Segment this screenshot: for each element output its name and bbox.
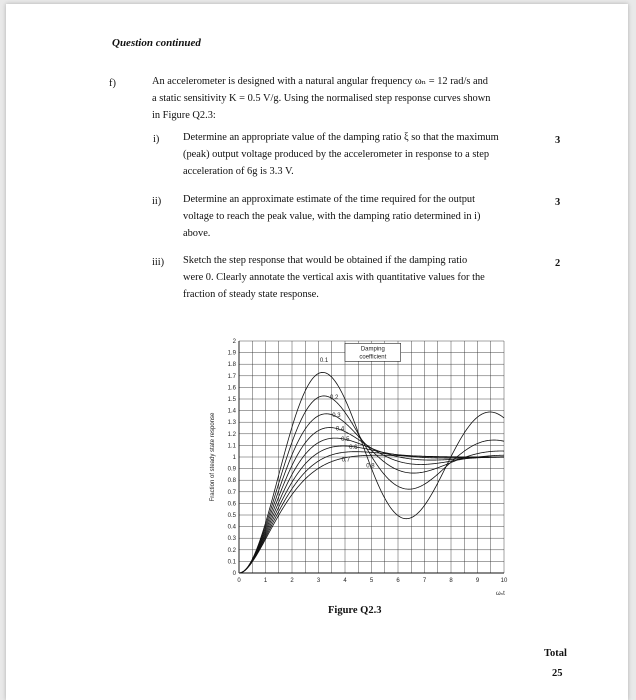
text-line: Determine an approximate estimate of the time required for the output (183, 194, 475, 205)
x-tick-label: 8 (449, 578, 453, 584)
series-label-0.5: 0.5 (341, 437, 350, 444)
total-value: 25 (552, 668, 563, 679)
x-tick-label: 0 (237, 578, 241, 584)
text-line: An accelerometer is designed with a natural angular frequency ωₙ = 12 rad/s and (152, 76, 489, 87)
step-response-chart (202, 331, 524, 599)
text-line: voltage to reach the peak value, with the damping ratio determined in i) (183, 211, 481, 222)
y-tick-label: 0.5 (227, 513, 236, 519)
subpart-i-text (183, 129, 499, 180)
text-line: in Figure Q2.3: (152, 110, 216, 121)
text-line: Sketch the step response that would be obtained if the damping ratio (183, 255, 468, 266)
subpart-ii-marks: 3 (555, 197, 561, 208)
legend-title-line1: Damping (360, 346, 385, 353)
y-tick-label: 1.5 (227, 397, 236, 403)
x-tick-label: 1 (263, 578, 268, 584)
y-tick-label: 1.3 (227, 420, 236, 427)
y-tick-label: 0.1 (227, 559, 236, 566)
y-tick-label: 0.7 (227, 489, 236, 496)
figure-caption: Figure Q2.3 (328, 605, 382, 616)
y-tick-labels (228, 339, 237, 577)
x-tick-label: 7 (422, 578, 427, 584)
series-label-0.3: 0.3 (332, 412, 341, 419)
y-tick-label: 0.4 (227, 524, 236, 531)
subpart-i-label: i) (153, 134, 160, 145)
exam-page (6, 4, 628, 700)
subpart-iii-text (183, 252, 485, 303)
total-label: Total (544, 648, 567, 659)
x-tick-label: 3 (316, 578, 321, 584)
y-tick-label: 1.7 (227, 373, 236, 380)
text-line: Determine an appropriate value of the damping ratio ξ so that the maximum (183, 132, 499, 143)
text-line: acceleration of 6g is 3.3 V. (183, 166, 294, 177)
series-label-0.1: 0.1 (319, 357, 329, 364)
y-tick-label: 0 (232, 571, 236, 577)
legend-title-line2: coefficient (359, 354, 387, 361)
x-tick-label: 9 (475, 578, 480, 584)
y-tick-label: 0.3 (227, 536, 236, 543)
x-tick-label: 6 (396, 578, 400, 584)
y-tick-label: 1.2 (227, 431, 236, 438)
subpart-ii-label: ii) (152, 196, 162, 207)
text-line: a static sensitivity K = 0.5 V/g. Using the normalised step response curves shown (152, 93, 491, 104)
subpart-iii-marks: 2 (555, 258, 561, 269)
y-tick-label: 1.6 (227, 385, 236, 392)
text-line: (peak) output voltage produced by the accelerometer in response to a step (183, 149, 490, 160)
y-tick-label: 1.4 (227, 408, 236, 415)
y-axis-label: Fraction of steady state response (210, 412, 216, 502)
page-header: Question continued (112, 37, 201, 49)
x-tick-label: 4 (343, 578, 347, 584)
x-tick-label: 10 (500, 578, 508, 584)
series-label-0.4: 0.4 (335, 426, 345, 433)
y-tick-label: 1.9 (227, 350, 236, 357)
y-tick-label: 0.9 (227, 466, 236, 473)
y-tick-label: 0.2 (227, 547, 236, 554)
part-f-text (152, 73, 490, 124)
y-tick-label: 1.8 (227, 362, 236, 369)
subpart-i-marks: 3 (555, 135, 561, 146)
x-tick-label: 2 (290, 578, 294, 584)
series-label-0.6: 0.6 (349, 445, 358, 452)
y-tick-label: 1.1 (227, 443, 236, 450)
text-line: fraction of steady state response. (183, 289, 319, 300)
y-tick-label: 0.6 (227, 501, 236, 508)
y-tick-label: 0.8 (227, 478, 236, 485)
x-tick-labels (237, 578, 508, 584)
subpart-ii-text (183, 191, 480, 242)
x-tick-label: 5 (369, 578, 374, 584)
text-line: were 0. Clearly annotate the vertical axis with quantitative values for the (183, 272, 485, 283)
part-f-label: f) (109, 78, 116, 89)
x-axis-label: ωₙt (496, 591, 505, 597)
y-tick-label: 1 (232, 455, 236, 461)
series-label-0.7: 0.7 (341, 457, 350, 464)
text-line: above. (183, 228, 211, 239)
series-label-0.8: 0.8 (366, 463, 375, 470)
y-tick-label: 2 (232, 339, 236, 345)
subpart-iii-label: iii) (152, 257, 165, 268)
series-label-0.2: 0.2 (329, 394, 339, 401)
